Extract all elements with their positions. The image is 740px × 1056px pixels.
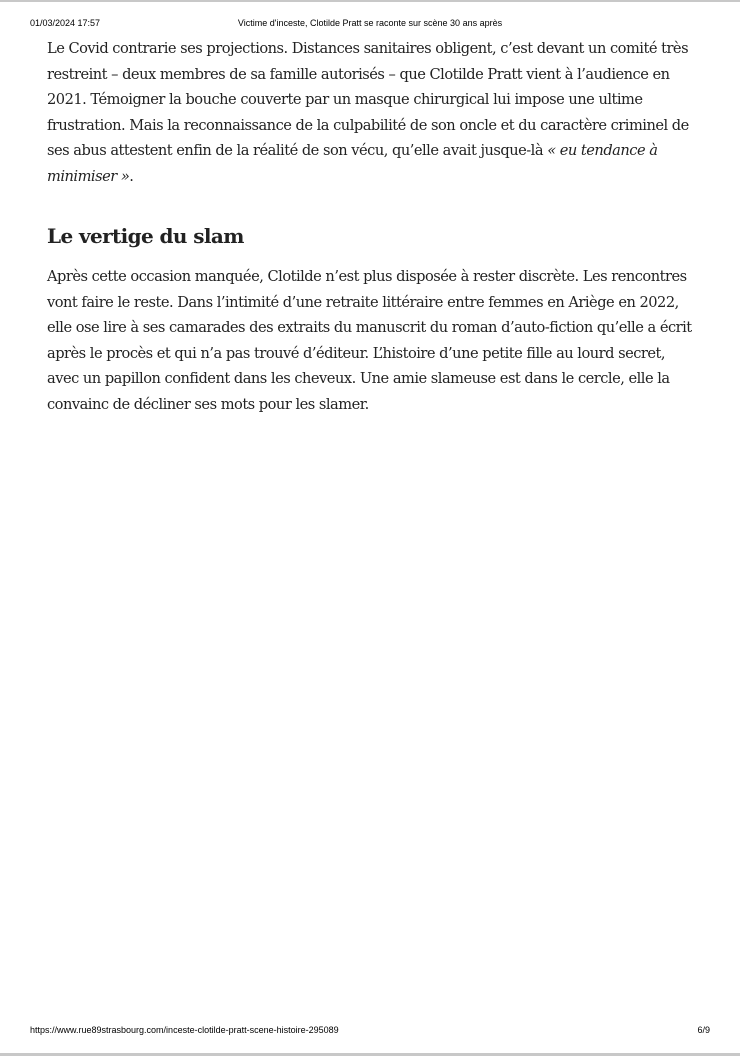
paragraph-text: Le Covid contrarie ses projections. Distances sanitaires obligent, c’est devant un comité très restreint – deux membres de sa famille autorisés – que Clotilde Pratt vient à l’audience en 2021. Témoigner la bouche couverte par un masque chirurgical lui impose une ultime frustration. Mais la reconnaissance de la culpabilité de son oncle et du caractère criminel de ses abus attestent enfin de la réalité de son vécu, qu’elle avait jusque-là — [47, 40, 689, 159]
article-paragraph — [47, 36, 697, 189]
print-header — [30, 18, 710, 32]
section-heading: Le vertige du slam — [47, 224, 244, 248]
print-page-title: Victime d'inceste, Clotilde Pratt se raconte sur scène 30 ans après — [237, 18, 503, 28]
page-number: 6/9 — [697, 1025, 710, 1035]
page-url-link[interactable]: https://www.rue89strasbourg.com/inceste-clotilde-pratt-scene-histoire-295089 — [30, 1025, 339, 1035]
print-datetime: 01/03/2024 17:57 — [30, 18, 101, 28]
paragraph-end: . — [129, 167, 134, 185]
quote-text: « eu tendance à minimiser » — [47, 142, 658, 185]
top-border — [0, 0, 740, 2]
article-paragraph: Après cette occasion manquée, Clotilde n’est plus disposée à rester discrète. Les rencontres vont faire le reste. Dans l’intimité d’une retraite littéraire entre femmes en Ariège en 2022, elle ose lire à ses camarades des extraits du manuscrit du roman d’auto-fiction qu’elle a écrit après le procès et qui n’a pas trouvé d’éditeur. L’histoire d’une petite fille au lourd secret, avec un papillon confident dans les cheveux. Une amie slameuse est dans le cercle, elle la convainc de décliner ses mots pour les slamer. — [47, 268, 692, 413]
article-body — [47, 36, 697, 417]
